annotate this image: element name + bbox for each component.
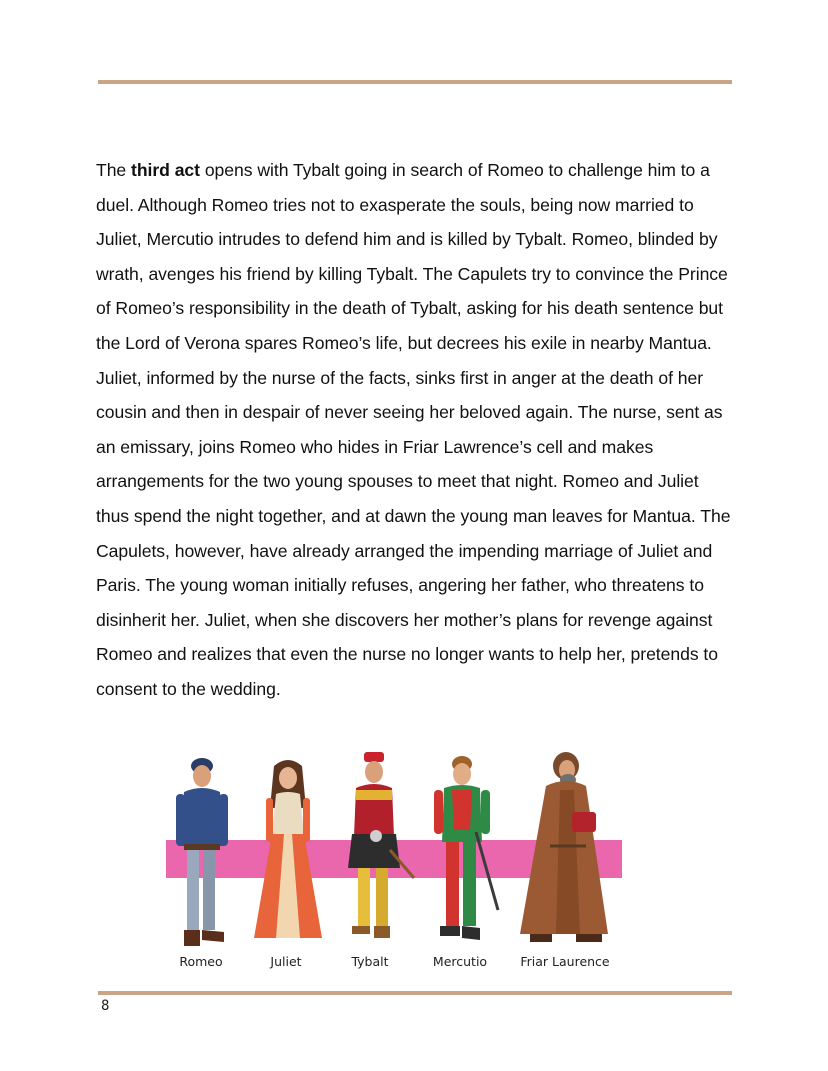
romeo-figure bbox=[170, 754, 234, 952]
friar-laurence-figure bbox=[512, 750, 620, 948]
character-label-mercutio: Mercutio bbox=[432, 954, 488, 969]
character-label-romeo: Romeo bbox=[179, 954, 223, 969]
juliet-figure bbox=[248, 756, 328, 942]
mercutio-figure bbox=[422, 752, 502, 948]
character-label-tybalt: Tybalt bbox=[351, 954, 389, 969]
body-paragraph bbox=[96, 153, 736, 707]
bottom-rule bbox=[98, 991, 732, 995]
character-label-friar-laurence: Friar Laurence bbox=[520, 954, 610, 969]
paragraph-lead: The bbox=[96, 160, 132, 180]
tybalt-figure bbox=[338, 750, 416, 946]
characters-illustration bbox=[160, 748, 635, 978]
top-rule bbox=[98, 80, 732, 84]
paragraph-bold: third act bbox=[131, 160, 200, 180]
page-number: 8 bbox=[101, 998, 110, 1014]
paragraph-rest: opens with Tybalt going in search of Romeo to challenge him to a duel. Although Romeo tries not to exasperate the souls, being now married to Juliet, Mercutio intrudes to defend him and is killed by Tybalt. Romeo, blinded by wrath, avenges his friend by killing Tybalt. The Capulets try to convince the Prince of Romeo’s responsibility in the death of Tybalt, asking for his death sentence but the Lord of Verona spares Romeo’s life, but decrees his exile in nearby Mantua. Juliet, informed by the nurse of the facts, sinks first in anger at the death of her cousin and then in despair of never seeing her beloved again. The nurse, sent as an emissary, joins Romeo who hides in Friar Lawrence’s cell and makes arrangements for the two young spouses to meet that night. Romeo and Juliet thus spend the night together, and at dawn the young man leaves for Mantua. The Capulets, however, have already arranged the impending marriage of Juliet and Paris. The young woman initially refuses, angering her father, who threatens to disinherit her. Juliet, when she discovers her mother’s plans for revenge against Romeo and realizes that even the nurse no longer wants to help her, pretends to consent to the wedding. bbox=[96, 160, 731, 699]
character-label-juliet: Juliet bbox=[270, 954, 302, 969]
